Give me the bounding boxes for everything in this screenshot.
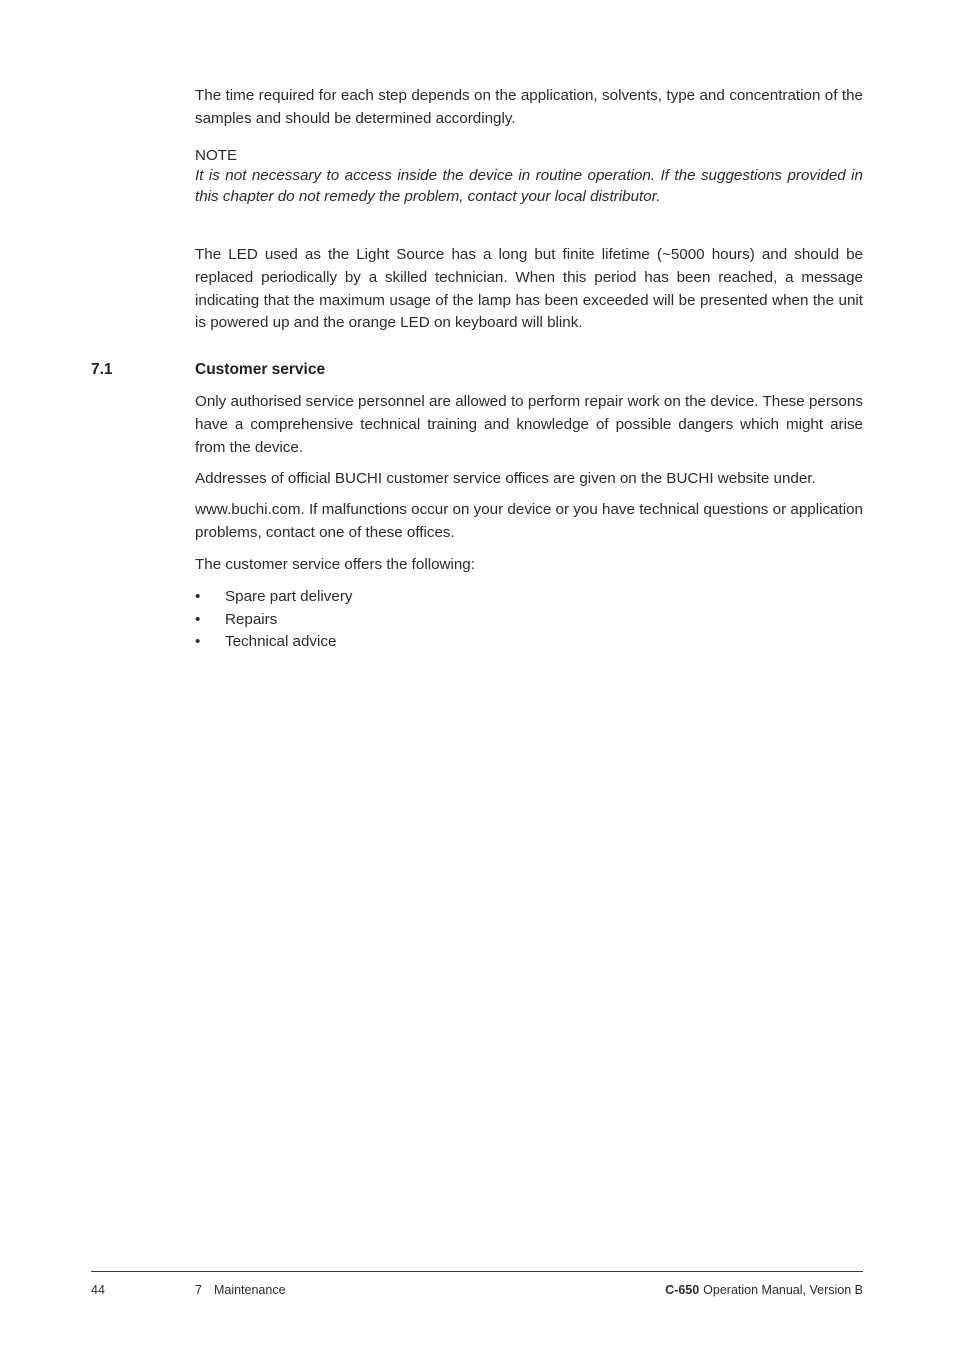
list-item bbox=[195, 609, 352, 632]
service-addresses-paragraph: Addresses of official BUCHI customer service offices are given on the BUCHI website under. bbox=[195, 470, 816, 487]
bullet-icon: • bbox=[195, 610, 201, 628]
note-label: NOTE bbox=[195, 147, 238, 164]
footer-divider bbox=[91, 1271, 863, 1272]
footer-manual-title bbox=[665, 1281, 863, 1299]
chapter-title: Maintenance bbox=[213, 1283, 286, 1297]
section-title: Customer service bbox=[195, 361, 326, 378]
footer-chapter bbox=[195, 1281, 286, 1299]
list-item-label: Technical advice bbox=[225, 633, 337, 651]
authorised-personnel-paragraph: Only authorised service personnel are allowed to perform repair work on the device. These persons have a comprehensive technical training and knowledge of possible dangers which might arise from the device. bbox=[195, 393, 863, 456]
bullet-icon: • bbox=[195, 588, 201, 605]
list-item-label: Repairs bbox=[225, 610, 278, 628]
manual-title: Operation Manual, Version B bbox=[703, 1283, 863, 1297]
website-paragraph: www.buchi.com. If malfunctions occur on your device or you have technical questions or application problems, contact one of these offices. bbox=[195, 501, 863, 541]
list-item bbox=[195, 631, 352, 654]
service-offers-intro: The customer service offers the following: bbox=[195, 556, 475, 573]
model-name: C-650 bbox=[665, 1283, 700, 1297]
intro-paragraph: The time required for each step depends on the application, solvents, type and concentration of the samples and should be determined accordingly. bbox=[195, 87, 863, 127]
page-number: 44 bbox=[91, 1283, 105, 1297]
bullet-icon: • bbox=[195, 633, 201, 651]
service-offers-list bbox=[195, 586, 352, 654]
note-text: It is not necessary to access inside the device in routine operation. If the suggestions provided in this chapter do not remedy the problem, contact your local distributor. bbox=[195, 167, 863, 205]
section-number: 7.1 bbox=[91, 361, 113, 378]
chapter-number: 7 bbox=[195, 1283, 202, 1297]
list-item bbox=[195, 586, 352, 609]
led-lifetime-paragraph: The LED used as the Light Source has a long but finite lifetime (~5000 hours) and should be replaced periodically by a skilled technician. When this period has been reached, a message indicating that the maximum usage of the lamp has been exceeded will be presented when the unit is powered up and the orange LED on keyboard will blink. bbox=[195, 246, 863, 332]
list-item-label: Spare part delivery bbox=[225, 588, 353, 605]
